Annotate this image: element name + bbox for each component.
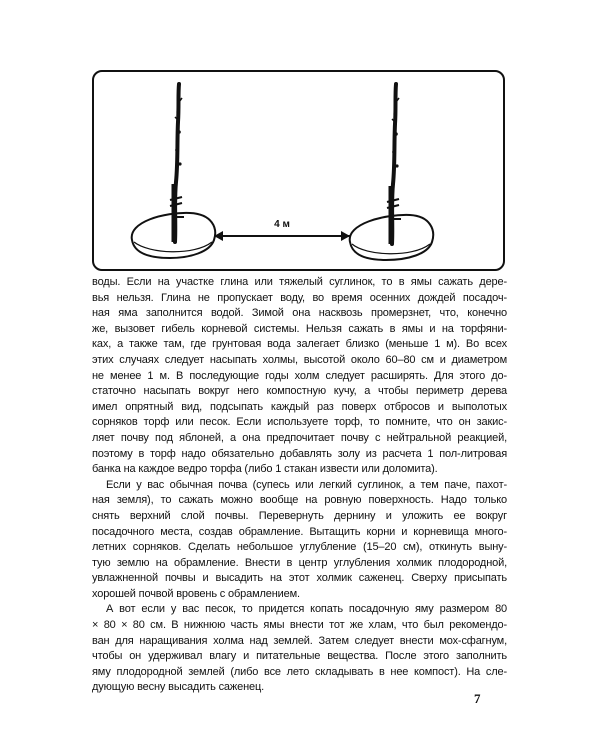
text-line: сорняков торф или песок. Если используете торф, то помните, что он закис- [92,416,507,429]
text-line: яму плодородной землей (либо все лето складывать в нее компост). На сле- [92,665,507,678]
left-sapling [175,84,179,242]
text-line: тую землю на обрамление. Внести в центр углубления холмик плодородной, [92,556,507,569]
text-line: Если у вас обычная почва (супесь или легкий суглинок, а тем паче, пахот- [106,478,507,491]
text-line: дующую весну высадить саженец. [92,681,265,694]
text-line: ляет почву под яблоней, а она предпочитает почву с нейтральной реакцией, [92,431,507,444]
text-line: чтобы он удерживал влагу и питательные вещества. После этого заполнить [92,650,507,663]
distance-arrow [214,231,350,241]
planting-illustration [92,70,505,271]
text-line: воды. Если на участке глина или тяжелый суглинок, то в ямы сажать дере- [92,276,507,288]
text-line: поэтому в торф надо обязательно добавлять золу из расчета 1 пол-литровая [92,447,507,460]
paragraph-3 [92,602,507,696]
text-line: летних сорняков. Сделать небольшое углубление (15–20 см), откинуть выну- [92,541,507,554]
text-line: статочно насыпать вокруг него компостную кучу, а чтобы периметр дерева [92,385,507,398]
text-line: вья нельзя. Глина не пропускает воду, во время осенних дождей посадоч- [92,291,507,304]
distance-label: 4 м [274,219,290,230]
text-line: же, вызовет гибель корневой системы. Нельзя сажать в ямы и на торфяни- [92,322,507,335]
body-text [92,275,507,696]
text-line: имел опрятный вид, подсыпать каждый раз поверх отбросов и выполотых [92,400,507,413]
text-line: хорошей почвой вровень с обрамлением. [92,587,300,600]
paragraph-1 [92,275,507,478]
text-line: ван для наращивания холма над землей. Затем следует внести мох-сфагнум, [92,634,507,647]
text-line: посадочного места, создав обрамление. Вытащить корни и корневища много- [92,525,507,538]
paragraph-2 [92,478,507,603]
saplings-drawing [94,72,507,273]
text-line: увлажненной почвы и высадить на этот холмик саженец. Сверху присыпать [92,572,507,585]
text-line: снять верхний слой почвы. Перевернуть дернину и уложить ее вокруг [92,509,507,522]
text-line: ках, а также там, где грунтовая вода залегает близко (меньше 1 м). Во всех [92,338,507,351]
text-line: А вот если у вас песок, то придется копать посадочную яму размером 80 [106,603,507,616]
text-line: ная яма заполнится водой. Зимой она насквозь промерзнет, что, конечно [92,307,507,320]
text-line: ная земля), то сажать можно вообще на ровную поверхность. Надо только [92,494,507,507]
text-line: × 80 × 80 см. В нижнюю часть ямы внести тот же хлам, что был рекомендо- [92,619,507,632]
text-line: банка на каждое ведро торфа (либо 1 стакан извести или доломита). [92,463,438,476]
text-line: этих случаях следует насыпать холмы, высотой около 60–80 см и диаметром [92,353,507,366]
text-line: не менее 1 м. В последующие годы холм следует расширять. Для этого до- [92,369,507,382]
page-number: 7 [474,691,481,706]
